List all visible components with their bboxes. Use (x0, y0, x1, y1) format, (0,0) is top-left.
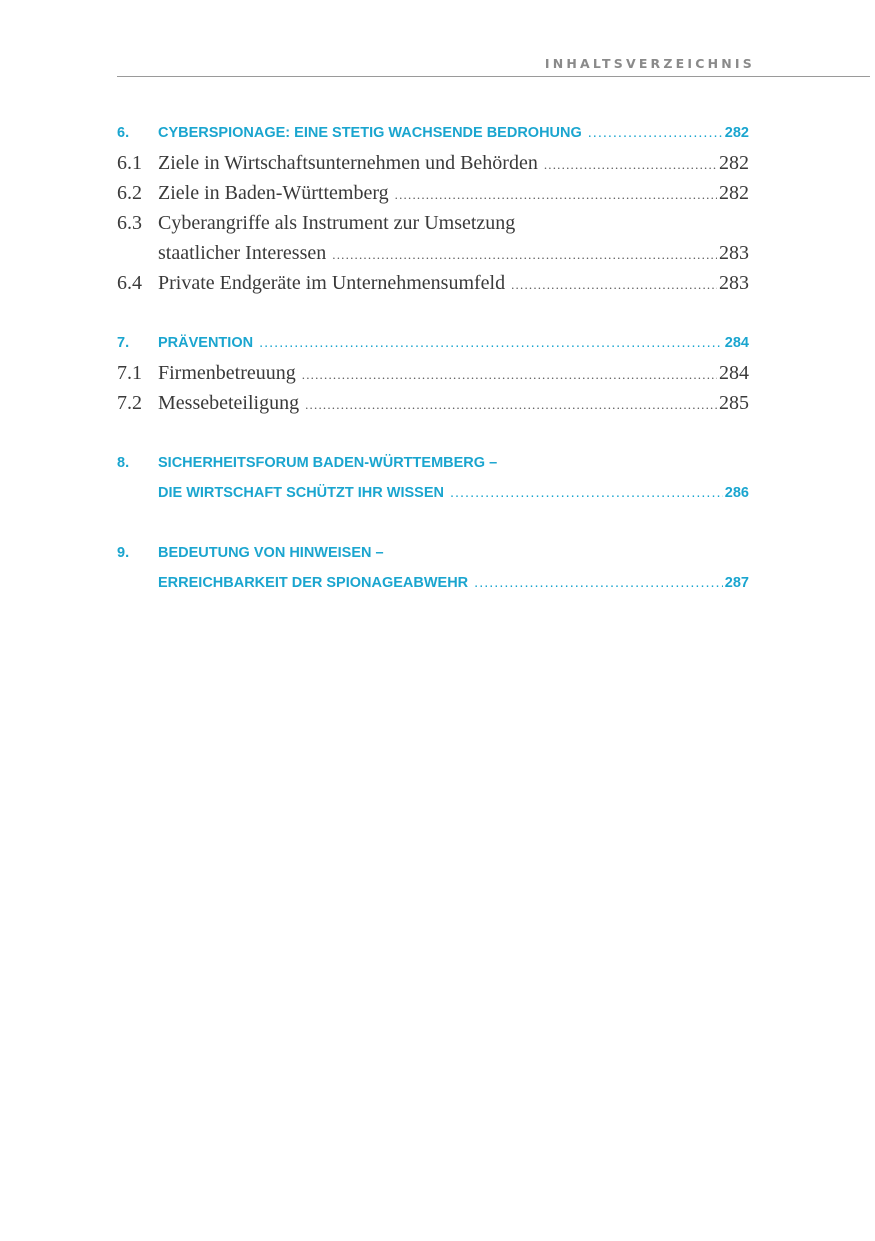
toc-number: 7.1 (117, 362, 142, 384)
dot-leader (474, 568, 723, 598)
toc-section-6-3-continued[interactable] (117, 238, 749, 268)
toc-page-number: 282 (724, 125, 749, 141)
toc-title: PRÄVENTION (158, 335, 254, 351)
dot-leader (305, 390, 717, 420)
toc-section-7-2[interactable] (117, 388, 749, 418)
toc-chapter-9[interactable] (117, 538, 749, 568)
toc-title: staatlicher Interessen (158, 242, 327, 264)
toc-title: BEDEUTUNG VON HINWEISEN – (158, 545, 384, 561)
dot-leader (395, 180, 717, 210)
toc-page-number: 286 (724, 485, 749, 501)
toc-title: Cyberangriffe als Instrument zur Umsetzung (158, 212, 516, 234)
toc-title: Firmenbetreuung (158, 362, 296, 384)
toc-page-number: 282 (719, 152, 749, 174)
toc-number: 9. (117, 545, 130, 561)
toc-page-number: 282 (719, 182, 749, 204)
toc-number: 6.2 (117, 182, 142, 204)
dot-leader (259, 328, 723, 358)
toc-page-number: 285 (719, 392, 749, 414)
toc-title: DIE WIRTSCHAFT SCHÜTZT IHR WISSEN (158, 485, 444, 501)
toc-title: Messebeteiligung (158, 392, 300, 414)
toc-title: SICHERHEITSFORUM BADEN-WÜRTTEMBERG – (158, 455, 498, 471)
toc-page-number: 283 (719, 242, 749, 264)
running-head-title: INHALTSVERZEICHNIS (544, 56, 755, 71)
toc-number: 7.2 (117, 392, 142, 414)
toc-page-number: 287 (724, 575, 749, 591)
dot-leader (588, 118, 723, 148)
toc-page-number: 283 (719, 272, 749, 294)
toc-title: CYBERSPIONAGE: EINE STETIG WACHSENDE BEDROHUNG (158, 125, 582, 141)
toc-section-6-4[interactable] (117, 268, 749, 298)
toc-number: 6. (117, 125, 130, 141)
spacer (117, 298, 749, 328)
toc-section-6-3[interactable] (117, 208, 749, 238)
toc-section-6-1[interactable] (117, 148, 749, 178)
toc-number: 8. (117, 455, 130, 471)
spacer (117, 508, 749, 538)
dot-leader (302, 360, 717, 390)
toc-title: ERREICHBARKEIT DER SPIONAGEABWEHR (158, 575, 469, 591)
toc-page-number: 284 (724, 335, 749, 351)
dot-leader (450, 478, 723, 508)
toc-title: Ziele in Wirtschaftsunternehmen und Behörden (158, 152, 538, 174)
spacer (117, 418, 749, 448)
toc-number: 6.1 (117, 152, 142, 174)
toc-number: 6.3 (117, 212, 142, 234)
dot-leader (332, 240, 717, 270)
table-of-contents (117, 118, 749, 598)
toc-page-number: 284 (719, 362, 749, 384)
toc-chapter-7[interactable] (117, 328, 749, 358)
toc-number: 7. (117, 335, 130, 351)
toc-title: Ziele in Baden-Württemberg (158, 182, 389, 204)
toc-chapter-8-continued[interactable] (117, 478, 749, 508)
toc-chapter-8[interactable] (117, 448, 749, 478)
dot-leader (544, 150, 717, 180)
toc-section-7-1[interactable] (117, 358, 749, 388)
toc-chapter-6[interactable] (117, 118, 749, 148)
toc-number: 6.4 (117, 272, 142, 294)
dot-leader (511, 270, 717, 300)
toc-title: Private Endgeräte im Unternehmensumfeld (158, 272, 506, 294)
toc-section-6-2[interactable] (117, 178, 749, 208)
toc-chapter-9-continued[interactable] (117, 568, 749, 598)
header-rule (117, 76, 870, 77)
